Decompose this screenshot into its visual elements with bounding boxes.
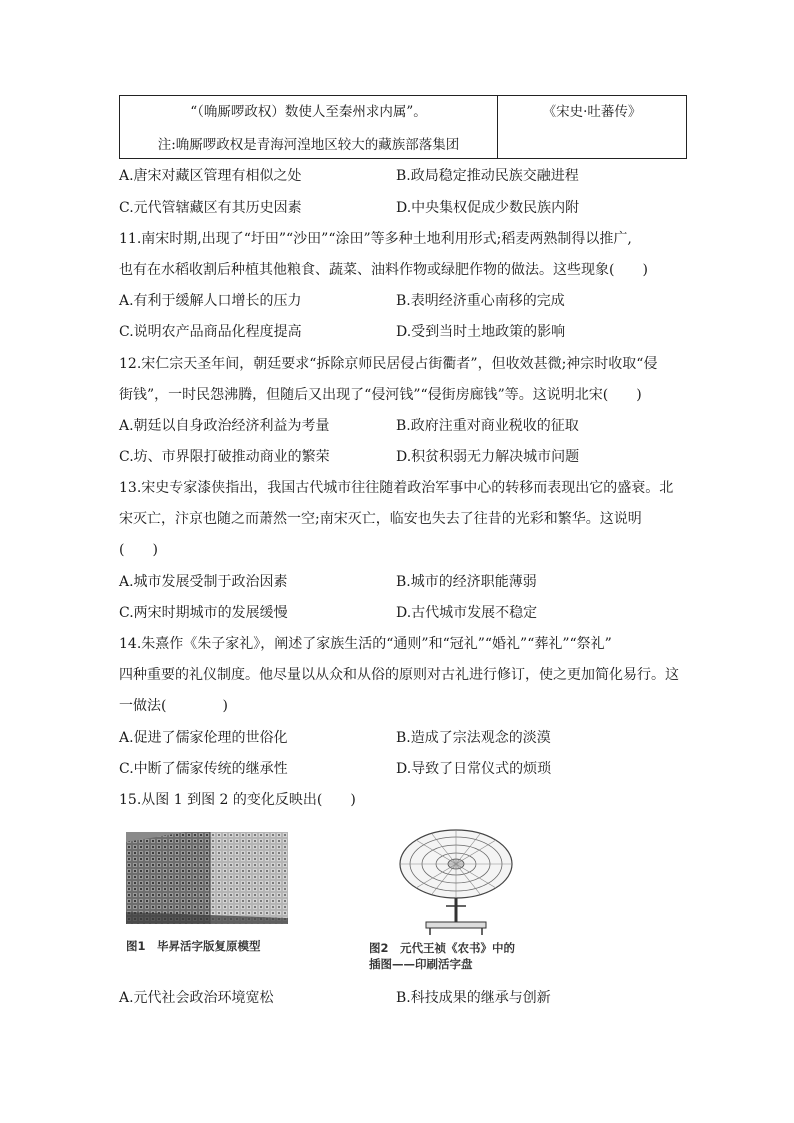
q10-option-d: D.中央集权促成少数民族内附 (396, 200, 580, 216)
q12-option-a: A.朝廷以自身政治经济利益为考量 (119, 418, 330, 434)
figure-1-type-block-model (126, 832, 288, 924)
q13-option-a: A.城市发展受制于政治因素 (119, 574, 288, 590)
q12-stem-line1: 12.宋仁宗天圣年间，朝廷要求“拆除京师民居侵占街衢者”，但收效甚微;神宗时收取“侵 (119, 356, 658, 372)
q11-option-a: A.有利于缓解人口增长的压力 (119, 293, 302, 309)
q14-option-d: D.导致了日常仪式的烦琐 (396, 761, 552, 777)
q12-stem-line2: 街钱”，一时民怨沸腾，但随后又出现了“侵河钱”“侵街房廊钱”等。这说明北宋( ) (119, 387, 642, 403)
figure-2-type-wheel-illustration (396, 826, 516, 936)
q14-option-b: B.造成了宗法观念的淡漠 (396, 730, 551, 746)
q15-stem-line1: 15.从图 1 到图 2 的变化反映出( ) (119, 792, 356, 808)
q11-option-c: C.说明农产品商品化程度提高 (119, 324, 302, 340)
source-citation: 《宋史·吐蕃传》 (542, 104, 642, 120)
q13-stem-line1: 13.宋史专家漆侠指出，我国古代城市往往随着政治军事中心的转移而表现出它的盛衰。北 (119, 480, 674, 496)
q13-option-b: B.城市的经济职能薄弱 (396, 574, 537, 590)
q10-option-a: A.唐宋对藏区管理有相似之处 (119, 168, 302, 184)
q10-option-c: C.元代管辖藏区有其历史因素 (119, 200, 302, 216)
source-note: 注:唃厮啰政权是青海河湟地区较大的藏族部落集团 (157, 137, 460, 153)
q11-option-b: B.表明经济重心南移的完成 (396, 293, 565, 309)
figure-2-caption-line1: 图2 元代王祯《农书》中的 (369, 941, 516, 955)
q13-option-c: C.两宋时期城市的发展缓慢 (119, 605, 288, 621)
q13-option-d: D.古代城市发展不稳定 (396, 605, 538, 621)
q14-option-a: A.促进了儒家伦理的世俗化 (119, 730, 288, 746)
q12-option-b: B.政府注重对商业税收的征取 (396, 418, 579, 434)
source-quote: “（唃厮啰政权）数使人至秦州求内属”。 (190, 104, 427, 120)
figure-2-caption-line2: 插图——印刷活字盘 (369, 957, 473, 971)
q10-option-b: B.政局稳定推动民族交融进程 (396, 168, 579, 184)
source-quote-cell (120, 96, 498, 158)
q15-option-b: B.科技成果的继承与创新 (396, 990, 551, 1006)
q11-stem-line2: 也有在水稻收割后种植其他粮食、蔬菜、油料作物或绿肥作物的做法。这些现象( ) (119, 262, 648, 278)
q15-option-a: A.元代社会政治环境宽松 (119, 990, 274, 1006)
figure-1-caption: 图1 毕昇活字版复原模型 (126, 939, 261, 953)
q14-stem-line2: 四种重要的礼仪制度。他尽量以从众和从俗的原则对古礼进行修订，使之更加简化易行。这 (119, 667, 679, 683)
q12-option-c: C.坊、市界限打破推动商业的繁荣 (119, 449, 330, 465)
q13-stem-line3: ( ) (119, 542, 158, 558)
q14-stem-line3: 一做法( ) (119, 698, 228, 714)
q13-stem-line2: 宋灭亡，汴京也随之而萧然一空;南宋灭亡，临安也失去了往昔的光彩和繁华。这说明 (119, 511, 642, 527)
q14-stem-line1: 14.朱熹作《朱子家礼》，阐述了家族生活的“通则”和“冠礼”“婚礼”“葬礼”“祭礼” (119, 636, 612, 652)
q14-option-c: C.中断了儒家传统的继承性 (119, 761, 288, 777)
q12-option-d: D.积贫积弱无力解决城市问题 (396, 449, 580, 465)
q11-stem-line1: 11.南宋时期,出现了“圩田”“沙田”“涂田”等多种土地利用形式;稻麦两熟制得以推广, (119, 231, 632, 247)
q11-option-d: D.受到当时土地政策的影响 (396, 324, 566, 340)
source-table (119, 95, 687, 159)
